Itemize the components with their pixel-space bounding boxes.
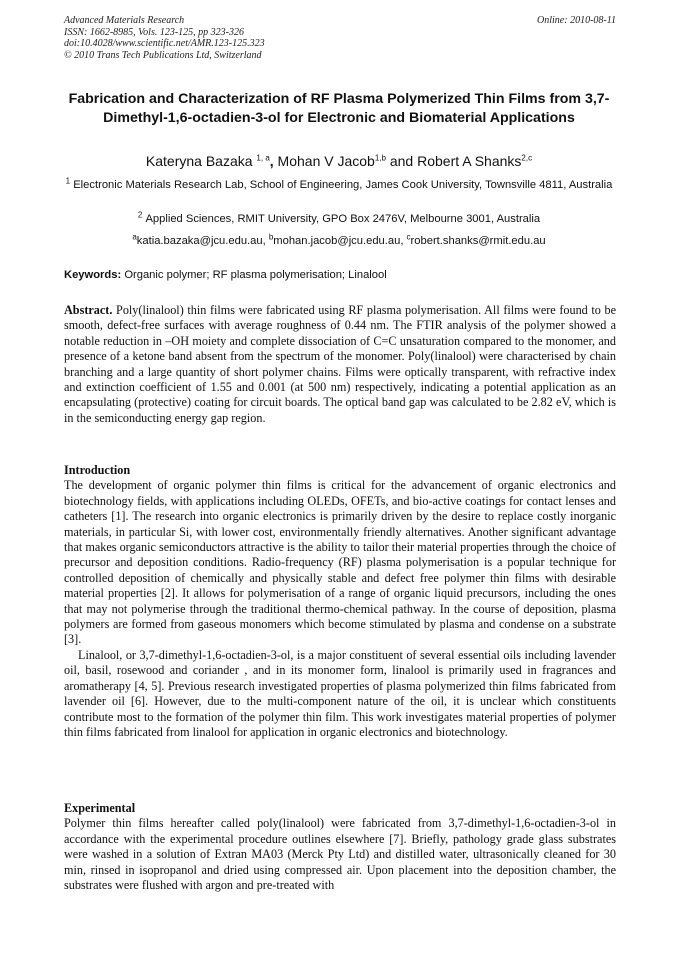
author-separator: and (385, 153, 418, 169)
keywords-text: Organic polymer; RF plasma polymerisation; Linalool (124, 269, 387, 281)
doi-line: doi:10.4028/www.scientific.net/AMR.123-125.323 (64, 38, 265, 49)
online-date (537, 15, 616, 27)
keywords-label: Keywords: (64, 269, 122, 281)
author-name: Mohan V Jacob (277, 153, 375, 169)
paragraph: The development of organic polymer thin films is critical for the advancement of organic electronics and biotechnology fields, with applications including OLEDs, OFETs, and bio-active coatings for contact lenses and catheters [1]. The research into organic electronics is primarily driven by the desire to replace costly inorganic materials, in particular Si, with lower cost, environmentally friendly alternatives. Another significant advantage that makes organic semiconductors attractive is the ability to tailor their material properties through the choice of precursor and deposition conditions. Radio-frequency (RF) plasma polymerisation is a popular technique for controlled deposition of chemically and physically stable and defect free polymer thin films with desirable material properties [2]. It allows for polymerisation of a range of organic liquid precursors, including the ones that may not polymerise through the traditional thermo-chemical pathway. In the course of deposition, plasma polymers are formed from gaseous monomers which become stimulated by plasma and condense on a substrate [3]. (64, 478, 616, 647)
email-superscript: b (268, 232, 274, 242)
affiliation-text: Electronic Materials Research Lab, School of Engineering, James Cook University, Townsville 4811, Australia (73, 179, 613, 191)
experimental-section (64, 801, 616, 893)
paragraph: Linalool, or 3,7-dimethyl-1,6-octadien-3-ol, is a major constituent of several essential oils including lavender oil, basil, rosewood and coriander , and in its monomer form, linalool is primarily used in fragrances and aromatherapy [4, 5]. Previous research investigated properties of plasma polymerized thin films fabricated from lavender oil [6]. However, due to the multi-component nature of the oil, it is unclear which constituents contribute most to the formation of the polymer thin film. This work investigates material properties of polymer thin films fabricated from linalool for application in organic electronics and biotechnology. (64, 647, 616, 739)
affiliation-number: 1 (65, 176, 71, 186)
section-heading: Experimental (64, 801, 136, 815)
affiliation-number: 2 (137, 210, 143, 220)
keywords (64, 268, 616, 283)
abstract-label: Abstract. (64, 303, 113, 317)
affiliation-2 (60, 212, 618, 227)
author-superscript: 1, a (256, 153, 270, 163)
author-list (60, 152, 618, 170)
issn-line: ISSN: 1662-8985, Vols. 123-125, pp 323-326 (64, 26, 244, 38)
email-link[interactable]: katia.bazaka@jcu.edu.au (136, 235, 263, 247)
journal-name: Advanced Materials Research (64, 15, 185, 26)
journal-header (64, 15, 265, 61)
email-link[interactable]: robert.shanks@rmit.edu.au (410, 235, 546, 247)
introduction-section (64, 463, 616, 740)
email-separator: , (400, 235, 407, 247)
author-emails (60, 234, 618, 249)
email-superscript: a (132, 232, 137, 242)
author-superscript: 1,b (374, 153, 386, 163)
email-link[interactable]: mohan.jacob@jcu.edu.au (273, 235, 401, 247)
affiliation-text: Applied Sciences, RMIT University, GPO Box 2476V, Melbourne 3001, Australia (145, 213, 541, 225)
email-separator: , (262, 235, 269, 247)
online-date-text: Online: 2010-08-11 (537, 15, 616, 26)
section-heading: Introduction (64, 463, 131, 477)
copyright-line: © 2010 Trans Tech Publications Ltd, Switzerland (64, 49, 262, 61)
paper-title: Fabrication and Characterization of RF Plasma Polymerized Thin Films from 3,7-Dimethyl-1,6-octadien-3-ol for Electronic and Biomaterial Applications (68, 91, 610, 126)
author-name: Robert A Shanks (417, 153, 522, 169)
author-superscript: 2,c (521, 153, 533, 163)
paragraph: Polymer thin films hereafter called poly(linalool) were fabricated from 3,7-dimethyl-1,6-octadien-3-ol in accordance with the experimental procedure outlines elsewhere [7]. Briefly, pathology grade glass substrates were washed in a solution of Extran MA03 (Merck Pty Ltd) and distilled water, ultrasonically cleaned for 30 min, rinsed in isopropanol and dried using compressed air. Upon placement into the deposition chamber, the substrates were flushed with argon and pre-treated with (64, 816, 616, 893)
email-superscript: c (406, 232, 411, 242)
abstract-text: Poly(linalool) thin films were fabricated using RF plasma polymerisation. All films were found to be smooth, defect-free surfaces with average roughness of 0.44 nm. The FTIR analysis of the polymer showed a notable reduction in –OH moiety and complete dissociation of C=C unsaturation compared to the monomer, and presence of a ketone band absent from the spectrum of the monomer. Poly(linalool) were characterised by chain branching and a large quantity of short polymer chains. Films were optically transparent, with refractive index and extinction coefficient of 1.55 and 0.001 (at 500 nm) respectively, indicating a potential application as an encapsulating (protective) coating for circuit boards. The optical band gap was calculated to be 2.82 eV, which is in the semiconducting energy gap region. (64, 303, 616, 425)
affiliation-1 (60, 178, 618, 193)
author-name: Kateryna Bazaka (145, 153, 253, 169)
abstract (64, 303, 616, 426)
author-separator: , (269, 153, 278, 169)
